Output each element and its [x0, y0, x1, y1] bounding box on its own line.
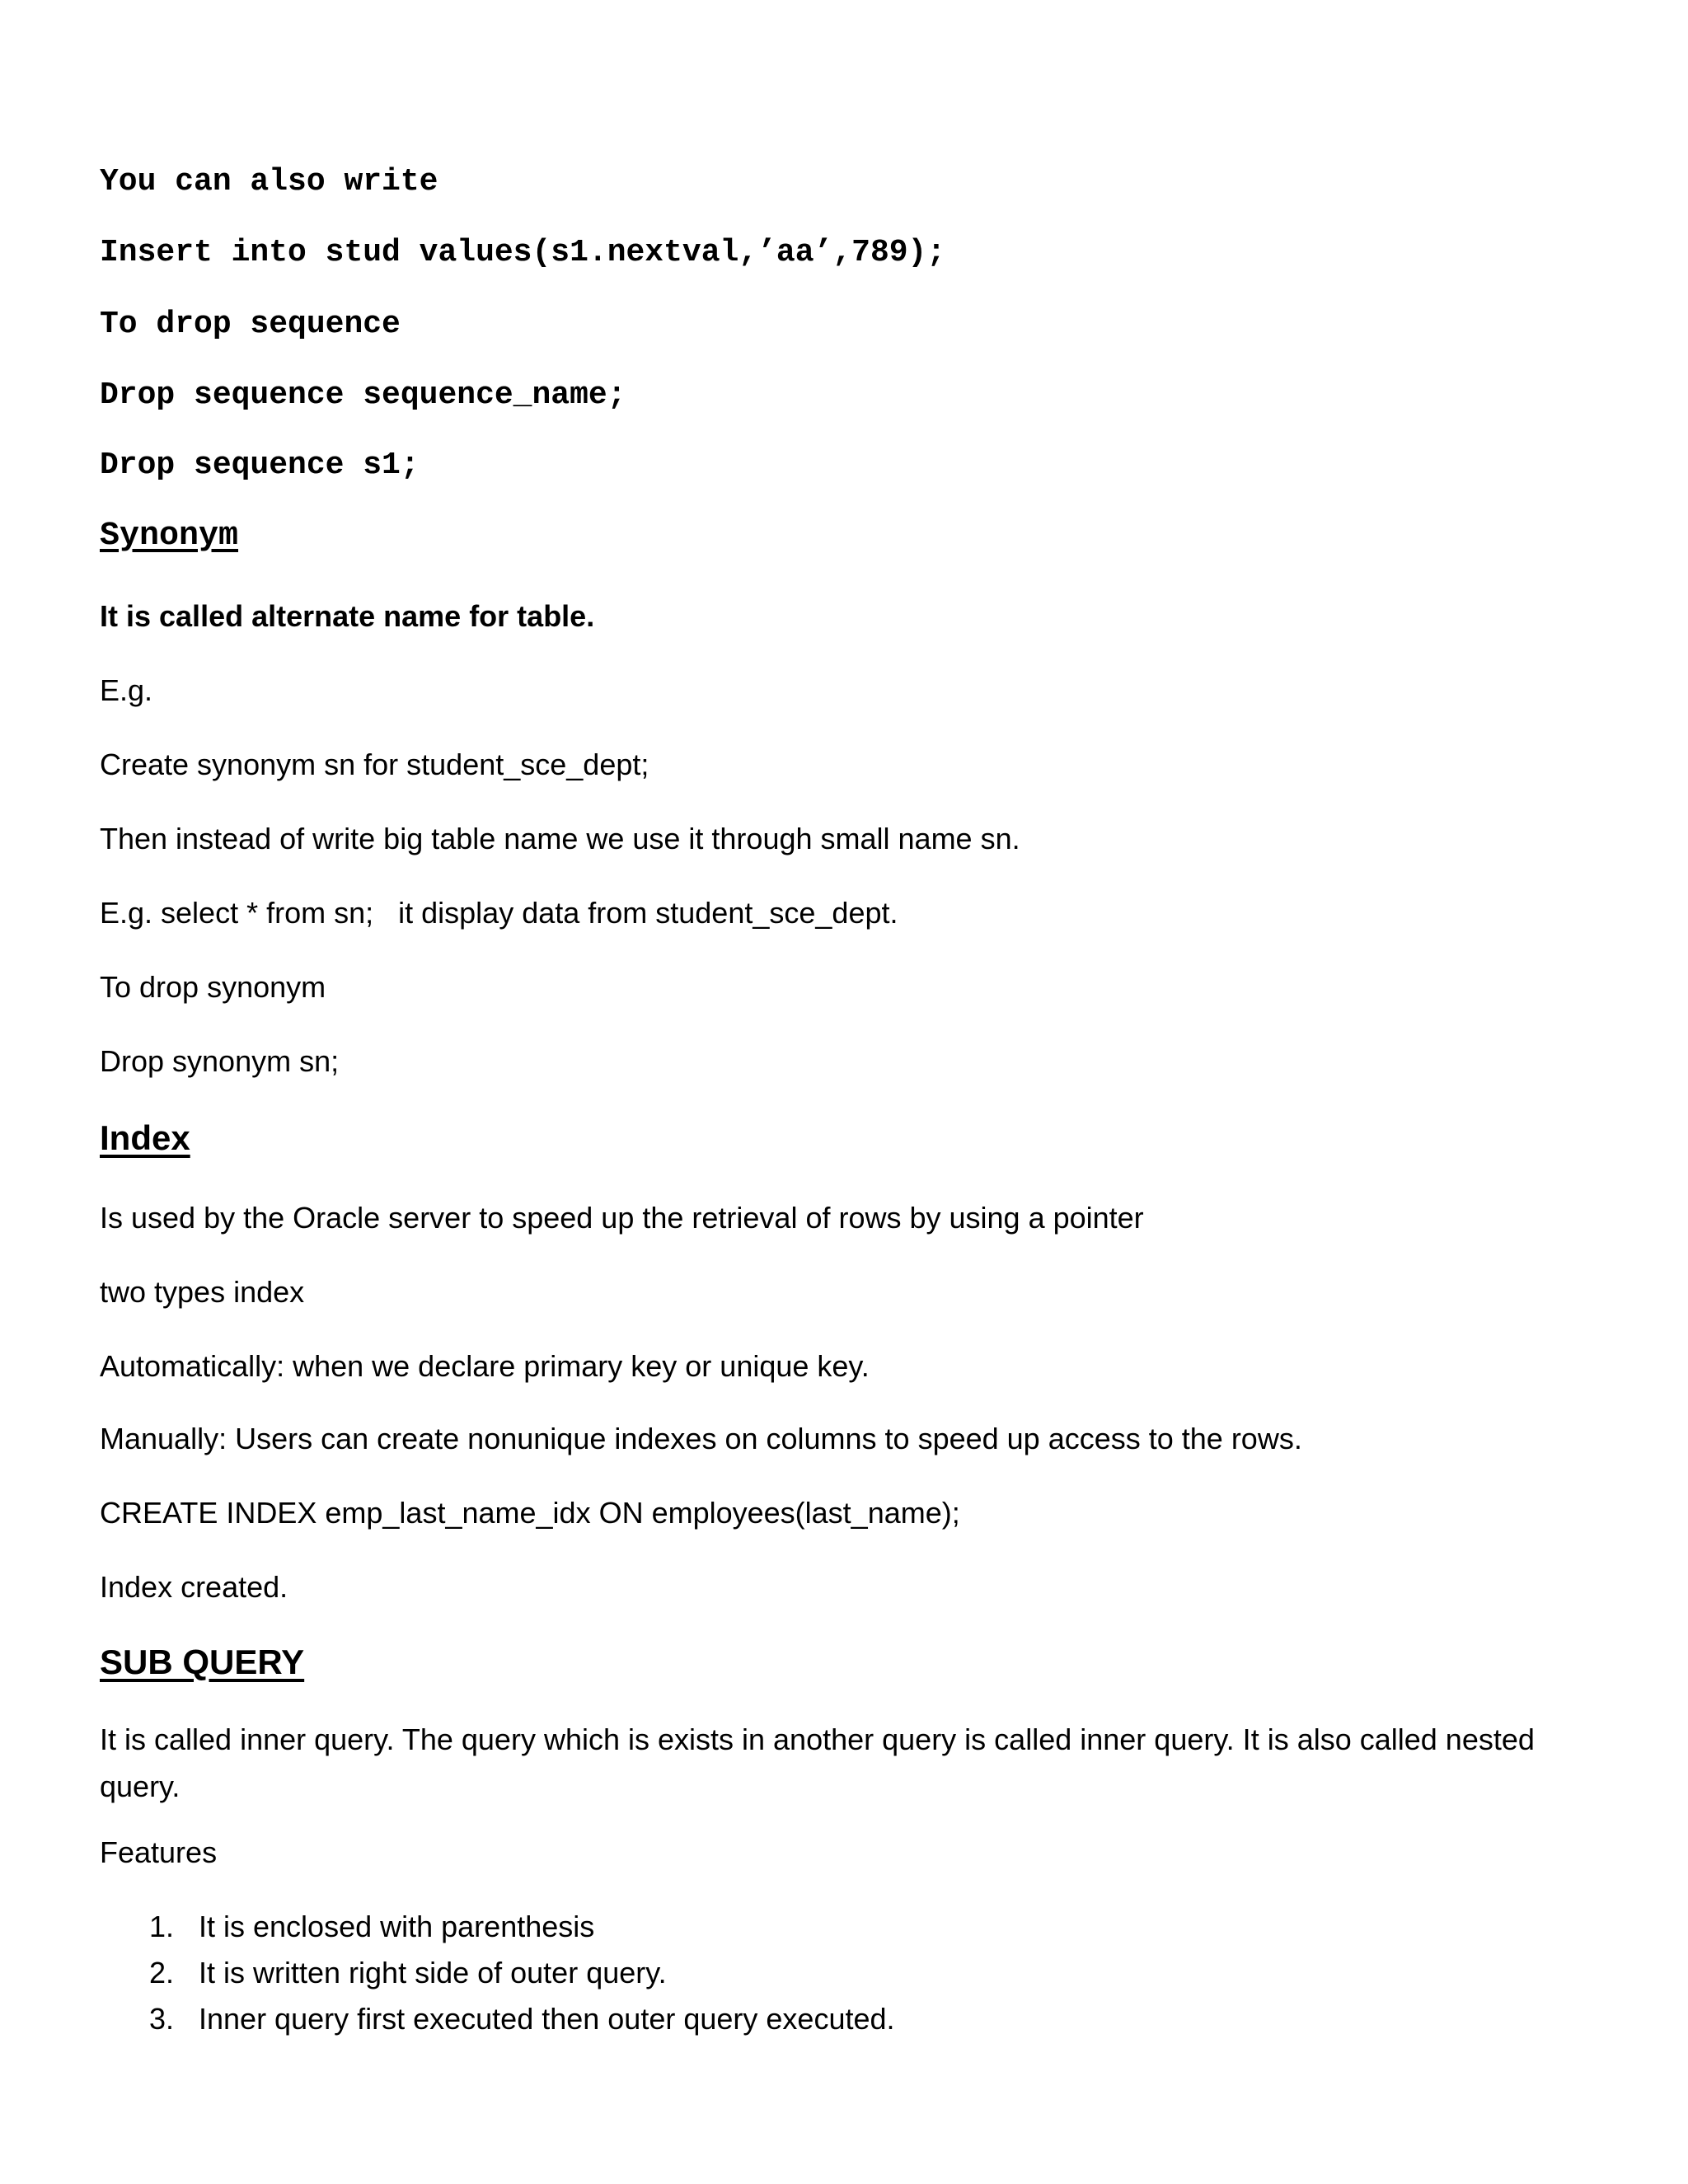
list-item-number: 1.	[149, 1910, 175, 1943]
sequence-line-insert: Insert into stud values(s1.nextval,’aa’,789);	[100, 235, 946, 270]
sequence-line-drop-s1: Drop sequence s1;	[100, 448, 420, 483]
list-item-text: It is enclosed with parenthesis	[199, 1910, 595, 1943]
index-create-statement: CREATE INDEX emp_last_name_idx ON employees(last_name);	[100, 1496, 960, 1530]
synonym-drop-label: To drop synonym	[100, 970, 326, 1004]
index-types: two types index	[100, 1275, 305, 1309]
index-definition: Is used by the Oracle server to speed up the retrieval of rows by using a pointer	[100, 1201, 1144, 1235]
list-item	[100, 1996, 895, 2042]
index-result: Index created.	[100, 1570, 288, 1604]
subquery-heading: SUB QUERY	[100, 1643, 305, 1681]
subquery-definition: It is called inner query. The query which is exists in another query is called inner query. It is also called nested query.	[100, 1722, 1535, 1803]
subquery-features-list	[100, 1904, 895, 2042]
synonym-definition: It is called alternate name for table.	[100, 599, 595, 633]
sequence-line-also-write: You can also write	[100, 164, 438, 199]
synonym-explanation: Then instead of write big table name we use it through small name sn.	[100, 822, 1020, 855]
index-automatic: Automatically: when we declare primary key or unique key.	[100, 1349, 870, 1383]
synonym-drop-statement: Drop synonym sn;	[100, 1044, 340, 1078]
index-heading: Index	[100, 1118, 190, 1157]
synonym-heading: Synonym	[100, 518, 239, 555]
list-item-text: Inner query first executed then outer query executed.	[199, 2002, 895, 2036]
synonym-eg-label: E.g.	[100, 673, 153, 707]
index-manual: Manually: Users can create nonunique indexes on columns to speed up access to the rows.	[100, 1422, 1302, 1455]
list-item-number: 3.	[149, 2002, 175, 2036]
synonym-create-statement: Create synonym sn for student_sce_dept;	[100, 748, 649, 781]
synonym-example: E.g. select * from sn; it display data from student_sce_dept.	[100, 896, 898, 930]
list-item-number: 2.	[149, 1956, 175, 1990]
subquery-features-label: Features	[100, 1835, 218, 1869]
list-item-text: It is written right side of outer query.	[199, 1956, 667, 1990]
list-item	[100, 1904, 895, 1950]
sequence-line-to-drop: To drop sequence	[100, 307, 401, 342]
sequence-line-drop-syntax: Drop sequence sequence_name;	[100, 377, 626, 413]
list-item	[100, 1950, 895, 1996]
